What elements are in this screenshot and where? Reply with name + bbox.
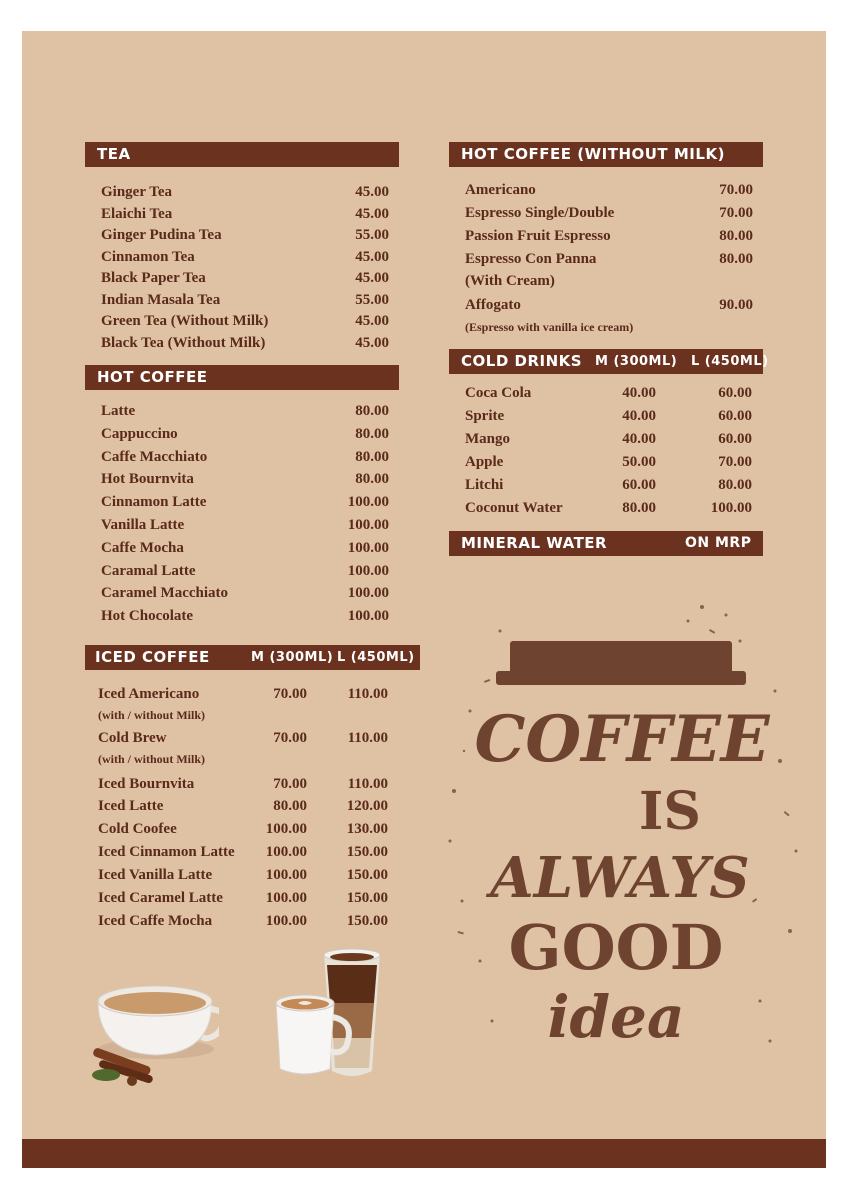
item-note: (with / without Milk) (98, 752, 206, 766)
menu-row (465, 431, 752, 451)
item-price: 45.00 (355, 270, 389, 286)
tea-header (85, 142, 399, 167)
hot-coffee-no-milk-title: HOT COFFEE (WITHOUT MILK) (461, 145, 725, 163)
item-name: Mango (465, 431, 510, 447)
item-name: Caramel Macchiato (101, 585, 229, 602)
item-price-m: 70.00 (273, 730, 307, 746)
item-price-l: 60.00 (718, 408, 752, 424)
cold-drinks-col-m: M (300ML) (595, 354, 678, 369)
menu-row (465, 251, 753, 271)
artwork-word-coffee: COFFEE (474, 702, 770, 777)
menu-row (101, 184, 389, 204)
item-price: 100.00 (347, 517, 389, 533)
item-name: Caffe Mocha (101, 539, 184, 556)
item-price: 45.00 (355, 334, 389, 351)
item-price-l: 110.00 (347, 686, 388, 702)
item-name: Vanilla Latte (101, 517, 185, 533)
item-name: Black Paper Tea (101, 270, 206, 286)
item-price: 100.00 (347, 585, 389, 602)
artwork-word-is: IS (639, 781, 701, 842)
item-price: 70.00 (719, 182, 753, 198)
hot-coffee-header (85, 365, 399, 390)
menu-row (101, 335, 389, 355)
artwork-word-idea: idea (547, 983, 685, 1051)
item-price: 45.00 (355, 184, 389, 200)
item-price-m: 100.00 (265, 821, 307, 837)
menu-row (101, 608, 389, 628)
item-name: Cappuccino (101, 425, 178, 442)
iced-coffee-col-m: M (300ML) (251, 650, 334, 665)
menu-row (101, 206, 389, 226)
item-name: Cold Coofee (98, 821, 177, 837)
menu-row (101, 517, 389, 537)
item-price-l: 120.00 (346, 798, 388, 814)
item-price-l: 110.00 (347, 730, 388, 746)
item-name: Caramal Latte (101, 562, 196, 579)
menu-row (465, 297, 753, 317)
item-name: Iced Americano (98, 686, 200, 702)
menu-row (101, 471, 389, 491)
item-price: 100.00 (347, 539, 389, 556)
menu-row (98, 821, 388, 841)
menu-row (101, 292, 389, 312)
menu-row (101, 563, 389, 583)
item-name: Hot Bournvita (101, 471, 194, 488)
mineral-water-header (449, 531, 763, 556)
item-name: Sprite (465, 408, 505, 424)
item-price-m: 100.00 (265, 844, 307, 860)
menu-row (98, 844, 388, 864)
item-name: Ginger Tea (101, 184, 172, 200)
item-price-l: 60.00 (718, 385, 752, 401)
item-price: 80.00 (355, 471, 389, 488)
item-name: Iced Cinnamon Latte (98, 844, 235, 860)
item-name: Hot Chocolate (101, 608, 194, 625)
item-name: Espresso Con Panna (465, 251, 597, 267)
iced-coffee-header (85, 645, 420, 670)
masala-tea-cup-image (84, 971, 219, 1091)
item-name: Latte (101, 403, 136, 419)
item-price: 90.00 (719, 297, 753, 313)
hot-coffee-title: HOT COFFEE (97, 368, 208, 386)
menu-row (101, 449, 389, 469)
item-name: Passion Fruit Espresso (465, 228, 611, 244)
item-price: 55.00 (355, 227, 389, 243)
item-price-m: 80.00 (622, 500, 656, 516)
menu-row (101, 403, 389, 423)
item-name: Elaichi Tea (101, 205, 173, 222)
item-name: Ginger Pudina Tea (101, 227, 222, 243)
artwork-word-good: GOOD (508, 911, 724, 984)
menu-row (465, 385, 752, 405)
menu-row (101, 585, 389, 605)
menu-row (101, 270, 389, 290)
menu-row (465, 228, 753, 248)
item-price-m: 80.00 (273, 798, 307, 814)
item-price-l: 130.00 (346, 821, 388, 837)
mineral-water-title: MINERAL WATER (461, 534, 608, 552)
cold-drinks-header (449, 349, 769, 374)
item-price: 70.00 (719, 205, 753, 221)
item-price: 100.00 (347, 494, 389, 511)
item-name: Indian Masala Tea (101, 291, 221, 308)
item-price: 45.00 (355, 313, 389, 329)
item-price-l: 80.00 (718, 477, 752, 493)
menu-row (465, 500, 752, 520)
item-price-l: 150.00 (346, 890, 388, 906)
item-price-l: 150.00 (346, 867, 388, 883)
menu-row (98, 890, 388, 910)
item-price: 100.00 (347, 608, 389, 625)
item-price: 80.00 (355, 448, 389, 465)
item-name: Black Tea (Without Milk) (101, 334, 266, 351)
item-price: 80.00 (355, 425, 389, 442)
item-price-m: 70.00 (273, 686, 307, 702)
item-note: (with / without Milk) (98, 708, 206, 722)
item-name: Caffe Macchiato (101, 448, 208, 465)
item-name: Iced Latte (98, 798, 164, 814)
item-name: Green Tea (Without Milk) (101, 313, 269, 329)
item-price-m: 100.00 (265, 913, 307, 929)
coffee-cups-image (270, 943, 390, 1088)
item-price-l: 150.00 (346, 913, 388, 929)
item-note: (Espresso with vanilla ice cream) (465, 320, 634, 334)
item-name: Iced Bournvita (98, 776, 195, 792)
item-name: Iced Caramel Latte (98, 890, 223, 906)
item-price-m: 40.00 (622, 385, 656, 401)
mineral-water-price: ON MRP (685, 535, 752, 551)
item-price: 80.00 (719, 228, 753, 244)
menu-row (98, 798, 388, 818)
item-price-m: 70.00 (273, 776, 307, 792)
menu-row (98, 776, 388, 796)
menu-row (101, 494, 389, 514)
item-price-l: 110.00 (347, 776, 388, 792)
menu-row (465, 454, 752, 474)
iced-coffee-title: ICED COFFEE (95, 648, 210, 666)
menu-row (98, 867, 388, 887)
item-name: Cold Brew (98, 730, 167, 746)
item-price-m: 100.00 (265, 867, 307, 883)
iced-coffee-col-l: L (450ML) (337, 650, 415, 665)
item-price-m: 60.00 (622, 477, 656, 493)
menu-row (465, 205, 753, 225)
menu-row (465, 182, 753, 202)
item-price-m: 50.00 (622, 454, 656, 470)
menu-row (98, 686, 388, 706)
item-name: Iced Vanilla Latte (98, 867, 213, 883)
item-name: Cinnamon Latte (101, 494, 207, 511)
item-name: Coca Cola (465, 385, 532, 401)
item-price: 80.00 (719, 251, 753, 267)
item-price-m: 100.00 (265, 890, 307, 906)
item-name: Coconut Water (465, 500, 563, 516)
item-name: Apple (465, 454, 504, 470)
item-price: 80.00 (355, 403, 389, 419)
menu-row (101, 227, 389, 247)
cold-drinks-title: COLD DRINKS (461, 352, 583, 370)
item-name: Americano (465, 182, 536, 198)
item-note: (With Cream) (465, 273, 555, 289)
item-name: Espresso Single/Double (465, 205, 615, 221)
menu-row (98, 730, 388, 750)
item-name: Litchi (465, 477, 504, 493)
hot-coffee-no-milk-header (449, 142, 763, 167)
item-price: 55.00 (355, 291, 389, 308)
cold-drinks-col-l: L (450ML) (691, 354, 769, 369)
menu-row (101, 249, 389, 269)
item-price-m: 40.00 (622, 431, 656, 447)
item-price-l: 100.00 (710, 500, 752, 516)
coffee-is-always-good-idea-artwork (440, 601, 810, 1061)
menu-row (465, 477, 752, 497)
item-name: Affogato (465, 297, 521, 313)
item-price-l: 70.00 (718, 454, 752, 470)
item-name: Cinnamon Tea (101, 248, 195, 265)
tea-title: TEA (97, 145, 131, 163)
menu-row (101, 540, 389, 560)
menu-sheet (22, 31, 826, 1168)
item-price: 100.00 (347, 562, 389, 579)
item-name: Iced Caffe Mocha (98, 913, 213, 929)
menu-row (465, 408, 752, 428)
menu-row (98, 913, 388, 933)
artwork-word-always: ALWAYS (490, 845, 750, 911)
item-price: 45.00 (355, 205, 389, 222)
item-price-l: 150.00 (346, 844, 388, 860)
item-price: 45.00 (355, 248, 389, 265)
item-price-m: 40.00 (622, 408, 656, 424)
menu-row (101, 426, 389, 446)
footer-bar (22, 1139, 826, 1168)
menu-row (101, 313, 389, 333)
item-price-l: 60.00 (718, 431, 752, 447)
